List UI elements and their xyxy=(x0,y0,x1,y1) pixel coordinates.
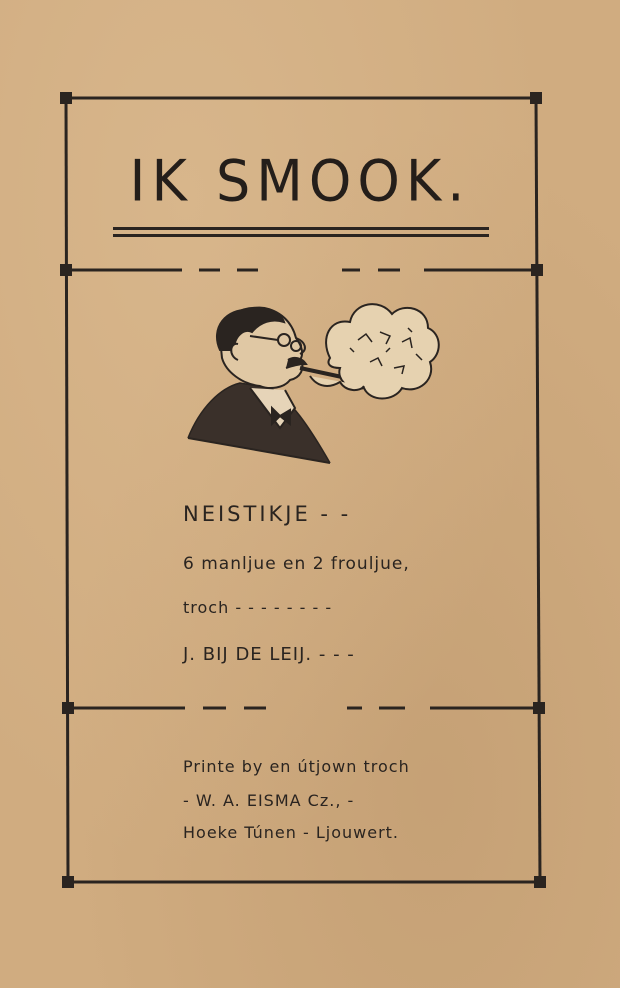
by-line: troch - - - - - - - - xyxy=(183,598,333,617)
publisher-name: - W. A. EISMA Cz., - xyxy=(183,791,355,810)
frame-right-line xyxy=(536,98,540,882)
corner-ornament xyxy=(60,264,72,276)
publisher-line: Printe by en útjown troch xyxy=(183,757,410,776)
play-genre: NEISTIKJE - - xyxy=(183,502,352,526)
corner-ornament xyxy=(533,702,545,714)
corner-ornament xyxy=(62,702,74,714)
title-underline xyxy=(113,227,489,230)
corner-ornament xyxy=(60,92,72,104)
publisher-address: Hoeke Túnen - Ljouwert. xyxy=(183,823,399,842)
corner-ornament xyxy=(534,876,546,888)
smoker-illustration xyxy=(180,288,440,478)
corner-ornament xyxy=(530,92,542,104)
title-underline xyxy=(113,234,489,237)
corner-ornament xyxy=(531,264,543,276)
cast-description: 6 manljue en 2 frouljue, xyxy=(183,554,410,574)
frame-left-line xyxy=(66,98,68,882)
corner-ornament xyxy=(62,876,74,888)
author-name: J. BIJ DE LEIJ. - - - xyxy=(183,644,355,665)
cover-title: IK SMOOK. xyxy=(129,148,471,215)
